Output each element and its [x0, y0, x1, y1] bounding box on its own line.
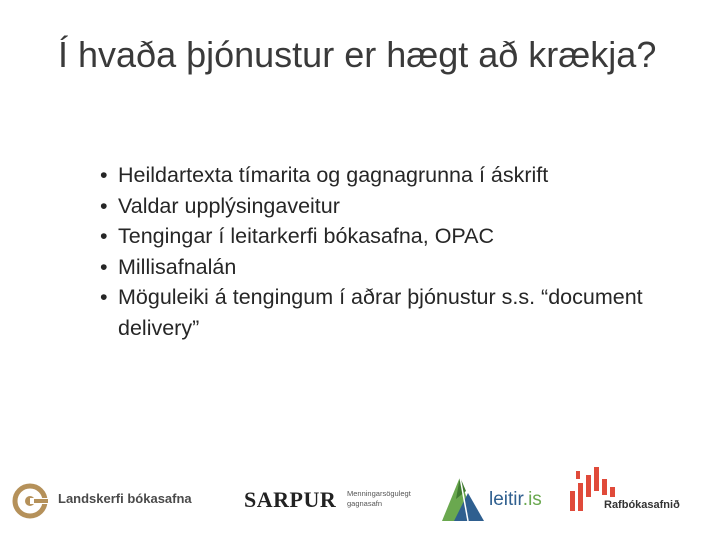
bullet-item: • Heildartexta tímarita og gagnagrunna í áskrift — [100, 160, 680, 191]
bullet-item: • Millisafnalán — [100, 252, 680, 283]
leitir-logo — [440, 469, 550, 529]
leitir-word: leitir — [489, 489, 523, 510]
leitir-suffix: .is — [522, 489, 542, 510]
landskerfi-logo — [12, 481, 222, 521]
sarpur-logo — [244, 483, 444, 523]
sarpur-tagline: Menningarsögulegt gagnasafn — [347, 489, 411, 508]
landskerfi-emblem-icon — [12, 481, 52, 521]
bullet-item: • Möguleiki á tengingum í aðrar þjónustur s.s. “document delivery” — [100, 282, 680, 343]
rafbokasafnid-name: Rafbókasafnið — [604, 499, 680, 511]
slide-title: Í hvaða þjónustur er hægt að krækja? — [58, 34, 657, 75]
landskerfi-name: Landskerfi bókasafna — [58, 491, 192, 506]
bullet-item: • Tengingar í leitarkerfi bókasafna, OPAC — [100, 221, 680, 252]
leitir-name — [489, 489, 542, 511]
leitir-mountain-icon — [440, 469, 488, 529]
rafbokasafnid-bars-icon — [566, 461, 626, 521]
sarpur-name: SARPUR — [244, 487, 337, 512]
rafbokasafnid-logo — [566, 461, 706, 531]
partner-logos — [0, 455, 720, 535]
bullet-item: • Valdar upplýsingaveitur — [100, 191, 680, 222]
bullet-list — [100, 160, 680, 343]
